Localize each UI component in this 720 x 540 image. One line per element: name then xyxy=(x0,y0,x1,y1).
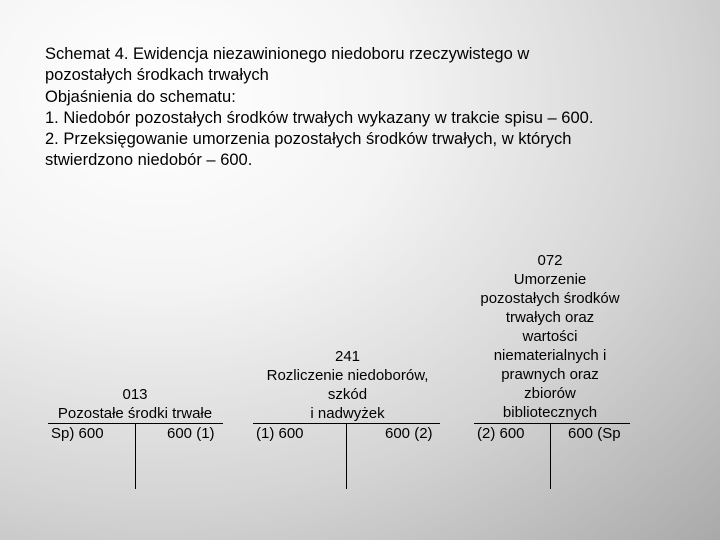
intro-line: Schemat 4. Ewidencja niezawinionego niedoboru rzeczywistego w xyxy=(45,45,530,63)
t-account-top-line xyxy=(474,423,630,424)
account-name-line: prawnych oraz xyxy=(501,366,599,383)
account-number: 072 xyxy=(537,252,563,269)
debit-entry: (1) 600 xyxy=(256,425,304,442)
account-number: 013 xyxy=(122,386,148,403)
account-name-line: trwałych oraz xyxy=(505,309,595,326)
credit-entry: 600 (2) xyxy=(385,425,433,442)
account-name-line: i nadwyżek xyxy=(310,405,385,422)
t-account-vertical-line xyxy=(550,423,551,489)
intro-line: pozostałych środkach trwałych xyxy=(45,66,269,85)
intro-line: 1. Niedobór pozostałych środków trwałych wykazany w trakcie spisu – 600. xyxy=(45,108,594,127)
debit-entry: (2) 600 xyxy=(477,425,525,442)
intro-line: Objaśnienia do schematu: xyxy=(45,87,236,106)
account-name-line: zbiorów xyxy=(524,385,576,402)
account-name-line: szkód xyxy=(327,386,368,403)
account-name-line: Umorzenie xyxy=(513,271,587,288)
account-name-line: Pozostałe środki trwałe xyxy=(57,405,213,422)
debit-entry: Sp) 600 xyxy=(51,425,104,442)
account-name-line: bibliotecznych xyxy=(502,404,598,421)
account-name-line: wartości xyxy=(522,328,578,345)
intro-line: stwierdzono niedobór – 600. xyxy=(45,151,253,170)
account-title xyxy=(250,347,445,423)
account-name-line: pozostałych środków xyxy=(480,290,620,307)
t-account-vertical-line xyxy=(135,423,136,489)
scheme-description xyxy=(45,44,685,172)
account-name-line: Rozliczenie niedoborów, xyxy=(266,367,429,384)
t-account-vertical-line xyxy=(346,423,347,489)
account-title xyxy=(40,385,230,423)
credit-entry: 600 (1) xyxy=(167,425,215,442)
credit-entry: 600 (Sp xyxy=(568,425,621,442)
account-number: 241 xyxy=(334,348,361,365)
account-title xyxy=(460,251,640,422)
intro-line: 2. Przeksięgowanie umorzenia pozostałych środków trwałych, w których xyxy=(45,130,572,149)
account-name-line: niematerialnych i xyxy=(493,347,607,364)
